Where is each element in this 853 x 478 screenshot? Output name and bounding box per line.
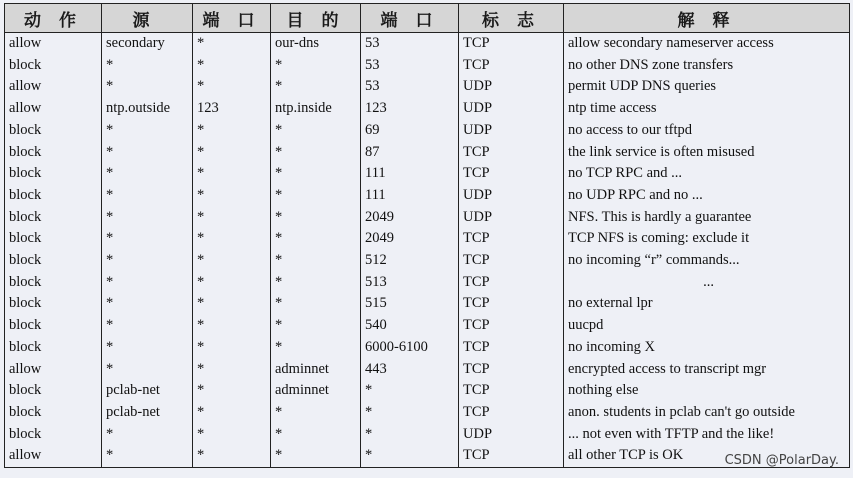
explanation-cell: permit UDP DNS queries: [564, 76, 850, 98]
destination-port-cell: *: [361, 402, 459, 424]
flags-cell: TCP: [459, 163, 564, 185]
action-cell: allow: [5, 33, 102, 55]
firewall-rules-table: [4, 3, 850, 468]
flags-cell: TCP: [459, 55, 564, 77]
action-cell: block: [5, 402, 102, 424]
destination-cell: adminnet: [271, 359, 361, 381]
header-destination: 目 的: [271, 4, 361, 33]
explanation-cell: no external lpr: [564, 293, 850, 315]
table-row: [5, 120, 850, 142]
source-cell: *: [102, 293, 193, 315]
table-row: [5, 445, 850, 467]
source-cell: *: [102, 76, 193, 98]
header-explanation: 解 释: [564, 4, 850, 33]
destination-cell: ntp.inside: [271, 98, 361, 120]
source-cell: *: [102, 272, 193, 294]
action-cell: block: [5, 315, 102, 337]
explanation-cell: no incoming “r” commands...: [564, 250, 850, 272]
source-port-cell: *: [193, 293, 271, 315]
table-row: [5, 55, 850, 77]
explanation-cell: no other DNS zone transfers: [564, 55, 850, 77]
source-cell: *: [102, 424, 193, 446]
table-row: [5, 142, 850, 164]
explanation-cell: uucpd: [564, 315, 850, 337]
header-destination-port: 端 口: [361, 4, 459, 33]
source-port-cell: *: [193, 120, 271, 142]
explanation-cell: ntp time access: [564, 98, 850, 120]
explanation-cell: nothing else: [564, 380, 850, 402]
action-cell: block: [5, 228, 102, 250]
destination-cell: *: [271, 315, 361, 337]
explanation-cell: no access to our tftpd: [564, 120, 850, 142]
action-cell: block: [5, 120, 102, 142]
table-row: [5, 380, 850, 402]
table-row: [5, 98, 850, 120]
destination-port-cell: 2049: [361, 228, 459, 250]
flags-cell: UDP: [459, 185, 564, 207]
flags-cell: TCP: [459, 33, 564, 55]
source-port-cell: *: [193, 359, 271, 381]
flags-cell: TCP: [459, 228, 564, 250]
table-row: [5, 402, 850, 424]
flags-cell: UDP: [459, 424, 564, 446]
destination-cell: *: [271, 142, 361, 164]
source-cell: pclab-net: [102, 402, 193, 424]
explanation-cell: no incoming X: [564, 337, 850, 359]
destination-cell: *: [271, 163, 361, 185]
explanation-cell: encrypted access to transcript mgr: [564, 359, 850, 381]
destination-cell: *: [271, 445, 361, 467]
header-source-port: 端 口: [193, 4, 271, 33]
destination-port-cell: 53: [361, 33, 459, 55]
source-cell: *: [102, 359, 193, 381]
source-port-cell: *: [193, 445, 271, 467]
action-cell: block: [5, 142, 102, 164]
action-cell: block: [5, 163, 102, 185]
destination-port-cell: 53: [361, 55, 459, 77]
source-port-cell: *: [193, 228, 271, 250]
destination-port-cell: 515: [361, 293, 459, 315]
source-port-cell: *: [193, 55, 271, 77]
action-cell: block: [5, 272, 102, 294]
flags-cell: TCP: [459, 272, 564, 294]
table-row: [5, 163, 850, 185]
table-header-row: [5, 4, 850, 33]
action-cell: block: [5, 293, 102, 315]
source-cell: *: [102, 185, 193, 207]
source-cell: *: [102, 55, 193, 77]
source-port-cell: *: [193, 272, 271, 294]
destination-cell: *: [271, 424, 361, 446]
destination-port-cell: 111: [361, 163, 459, 185]
flags-cell: UDP: [459, 120, 564, 142]
flags-cell: TCP: [459, 445, 564, 467]
action-cell: block: [5, 424, 102, 446]
destination-cell: *: [271, 402, 361, 424]
source-port-cell: *: [193, 250, 271, 272]
source-cell: pclab-net: [102, 380, 193, 402]
table-row: [5, 76, 850, 98]
destination-port-cell: *: [361, 380, 459, 402]
table-row: [5, 185, 850, 207]
action-cell: block: [5, 207, 102, 229]
table-row: [5, 272, 850, 294]
table-row: [5, 228, 850, 250]
source-port-cell: *: [193, 402, 271, 424]
destination-port-cell: *: [361, 445, 459, 467]
source-cell: *: [102, 163, 193, 185]
source-cell: *: [102, 207, 193, 229]
table-row: [5, 207, 850, 229]
action-cell: allow: [5, 445, 102, 467]
table-row: [5, 33, 850, 55]
destination-port-cell: 6000-6100: [361, 337, 459, 359]
source-port-cell: *: [193, 76, 271, 98]
flags-cell: UDP: [459, 207, 564, 229]
flags-cell: TCP: [459, 380, 564, 402]
destination-cell: *: [271, 337, 361, 359]
destination-port-cell: 111: [361, 185, 459, 207]
destination-port-cell: 87: [361, 142, 459, 164]
destination-cell: *: [271, 228, 361, 250]
explanation-cell: ...: [564, 272, 850, 294]
destination-cell: *: [271, 120, 361, 142]
destination-cell: *: [271, 293, 361, 315]
destination-port-cell: 69: [361, 120, 459, 142]
flags-cell: TCP: [459, 250, 564, 272]
explanation-cell: all other TCP is OK: [564, 445, 850, 467]
destination-cell: *: [271, 250, 361, 272]
explanation-cell: TCP NFS is coming: exclude it: [564, 228, 850, 250]
flags-cell: TCP: [459, 293, 564, 315]
action-cell: allow: [5, 76, 102, 98]
explanation-cell: no TCP RPC and ...: [564, 163, 850, 185]
destination-cell: our-dns: [271, 33, 361, 55]
destination-cell: *: [271, 207, 361, 229]
destination-port-cell: 540: [361, 315, 459, 337]
destination-port-cell: 53: [361, 76, 459, 98]
source-port-cell: *: [193, 33, 271, 55]
explanation-cell: NFS. This is hardly a guarantee: [564, 207, 850, 229]
flags-cell: UDP: [459, 76, 564, 98]
source-cell: *: [102, 337, 193, 359]
source-cell: ntp.outside: [102, 98, 193, 120]
explanation-cell: no UDP RPC and no ...: [564, 185, 850, 207]
destination-port-cell: 443: [361, 359, 459, 381]
action-cell: block: [5, 55, 102, 77]
header-action: 动 作: [5, 4, 102, 33]
source-port-cell: *: [193, 142, 271, 164]
source-cell: *: [102, 228, 193, 250]
source-port-cell: *: [193, 337, 271, 359]
source-cell: secondary: [102, 33, 193, 55]
header-flags: 标 志: [459, 4, 564, 33]
explanation-cell: the link service is often misused: [564, 142, 850, 164]
source-port-cell: *: [193, 207, 271, 229]
header-source: 源: [102, 4, 193, 33]
explanation-cell: ... not even with TFTP and the like!: [564, 424, 850, 446]
action-cell: block: [5, 250, 102, 272]
flags-cell: TCP: [459, 359, 564, 381]
source-cell: *: [102, 315, 193, 337]
table-body: [5, 33, 850, 468]
table-row: [5, 359, 850, 381]
watermark: CSDN @PolarDay.: [724, 453, 839, 468]
destination-cell: *: [271, 272, 361, 294]
table-row: [5, 293, 850, 315]
destination-cell: *: [271, 185, 361, 207]
action-cell: block: [5, 380, 102, 402]
flags-cell: UDP: [459, 98, 564, 120]
action-cell: allow: [5, 98, 102, 120]
source-cell: *: [102, 120, 193, 142]
source-port-cell: *: [193, 424, 271, 446]
source-cell: *: [102, 142, 193, 164]
destination-cell: adminnet: [271, 380, 361, 402]
table-row: [5, 315, 850, 337]
destination-port-cell: 513: [361, 272, 459, 294]
action-cell: allow: [5, 359, 102, 381]
table-row: [5, 424, 850, 446]
destination-port-cell: 2049: [361, 207, 459, 229]
flags-cell: TCP: [459, 142, 564, 164]
action-cell: block: [5, 337, 102, 359]
destination-cell: *: [271, 55, 361, 77]
destination-port-cell: *: [361, 424, 459, 446]
explanation-cell: allow secondary nameserver access: [564, 33, 850, 55]
source-cell: *: [102, 250, 193, 272]
table-row: [5, 250, 850, 272]
flags-cell: TCP: [459, 337, 564, 359]
destination-cell: *: [271, 76, 361, 98]
source-port-cell: 123: [193, 98, 271, 120]
source-port-cell: *: [193, 380, 271, 402]
destination-port-cell: 512: [361, 250, 459, 272]
flags-cell: TCP: [459, 402, 564, 424]
explanation-cell: anon. students in pclab can't go outside: [564, 402, 850, 424]
source-port-cell: *: [193, 163, 271, 185]
action-cell: block: [5, 185, 102, 207]
source-port-cell: *: [193, 185, 271, 207]
source-port-cell: *: [193, 315, 271, 337]
source-cell: *: [102, 445, 193, 467]
flags-cell: TCP: [459, 315, 564, 337]
table-row: [5, 337, 850, 359]
destination-port-cell: 123: [361, 98, 459, 120]
